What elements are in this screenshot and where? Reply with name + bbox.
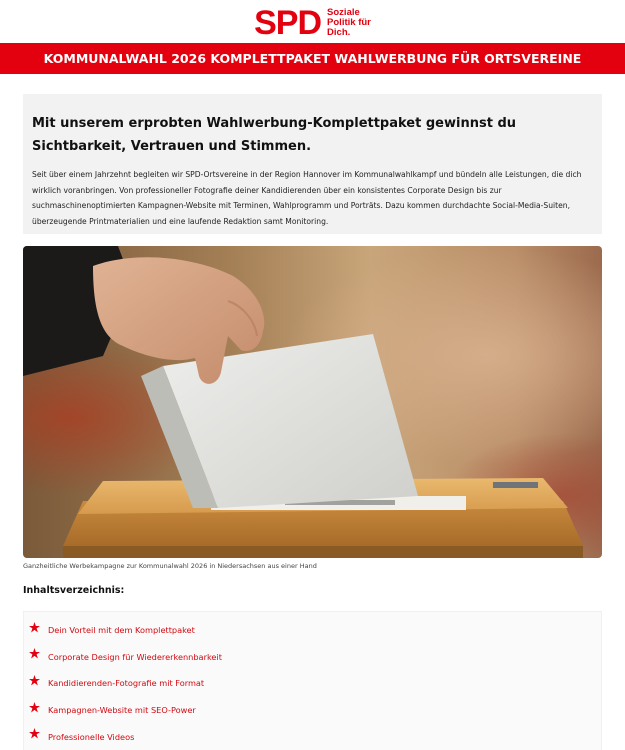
intro-text: Seit über einem Jahrzehnt begleiten wir SPD-Ortsvereine in der Region Hannover im Kommunalwahlkampf und bündeln alle Leistungen, die dich wirklich voranbringen. Von professioneller Fotografie deiner Kandidierenden über ein konsistentes Corporate Design bis zur suchmaschinenoptimierten Kampagnen-Website mit Terminen, Wahlprogramm und Porträts. Dazu kommen durchdachte Social-Media-Suiten, überzeugende Printmaterialien und eine laufende Redaktion samt Monitoring.	[32, 170, 582, 226]
site-header	[0, 0, 625, 43]
toc-item	[24, 670, 601, 697]
logo-claim-line: Politik für	[327, 17, 371, 28]
image-caption: Ganzheitliche Werbekampagne zur Kommunalwahl 2026 in Niedersachsen aus einer Hand	[23, 562, 317, 570]
star-icon	[29, 648, 40, 659]
toc-item	[24, 723, 601, 750]
logo-wordmark: SPD	[254, 4, 322, 42]
toc-item	[24, 644, 601, 671]
toc-link-fotografie[interactable]: Kandidierenden-Fotografie mit Format	[48, 678, 205, 689]
table-of-contents	[23, 611, 602, 750]
logo-claim-line: Dich.	[327, 27, 351, 38]
logo-claim	[327, 5, 371, 38]
toc-list	[24, 612, 601, 750]
toc-link-corporate-design[interactable]: Corporate Design für Wiedererkennbarkeit	[48, 651, 222, 662]
page-title-banner	[0, 43, 625, 74]
toc-link-website[interactable]: Kampagnen-Website mit SEO-Power	[48, 705, 196, 716]
ballot-box-photo	[23, 246, 602, 558]
logo-claim-line: Soziale	[327, 7, 360, 18]
star-icon	[29, 622, 40, 633]
toc-item	[24, 617, 601, 644]
toc-item	[24, 697, 601, 724]
toc-link-vorteil[interactable]: Dein Vorteil mit dem Komplettpaket	[48, 625, 195, 636]
intro-box	[23, 94, 602, 234]
star-icon	[29, 702, 40, 713]
toc-heading: Inhaltsverzeichnis:	[23, 585, 125, 596]
intro-title: Mit unserem erprobten Wahlwerbung-Komplettpaket gewinnst du Sichtbarkeit, Vertrauen und Stimmen.	[32, 116, 517, 154]
ballot-box-illustration	[23, 246, 602, 558]
star-icon	[29, 728, 40, 739]
spd-logo[interactable]	[254, 5, 371, 41]
page-title: KOMMUNALWAHL 2026 KOMPLETTPAKET WAHLWERBUNG FÜR ORTSVEREINE	[43, 51, 582, 66]
star-icon	[29, 675, 40, 686]
toc-link-videos[interactable]: Professionelle Videos	[48, 731, 135, 742]
